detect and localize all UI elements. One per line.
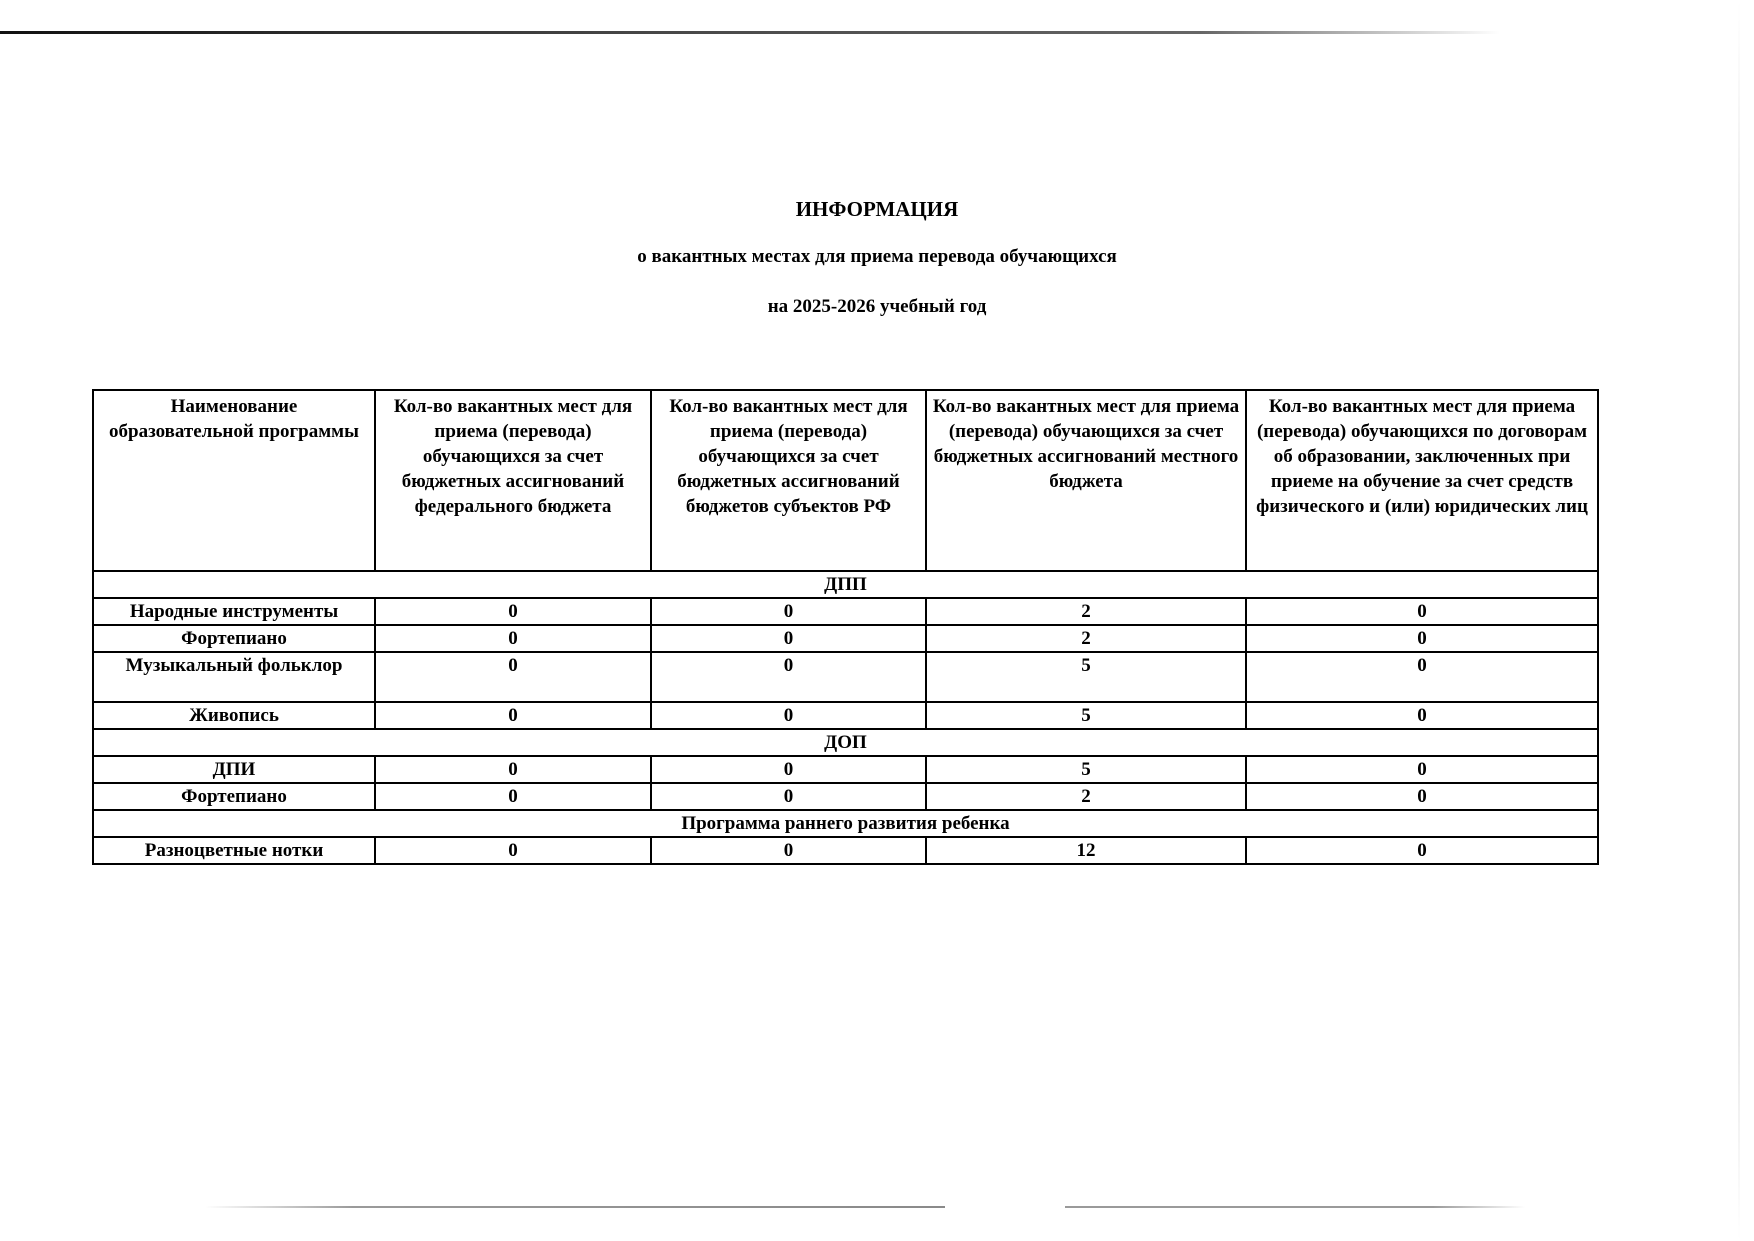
scan-edge-top (0, 31, 1500, 34)
contract-value: 0 (1246, 783, 1598, 810)
federal-value: 0 (375, 783, 651, 810)
local-value: 5 (926, 702, 1246, 729)
subject-value: 0 (651, 702, 926, 729)
section-title: ДПП (93, 571, 1598, 598)
table-header-row (93, 390, 1598, 571)
header-contract: Кол-во вакантных мест для приема (перевода) обучающихся по договорам об образовании, заключенных при приеме на обучение за счет средств физического и (или) юридических лиц (1246, 390, 1598, 571)
program-name: ДПИ (93, 756, 375, 783)
section-title: ДОП (93, 729, 1598, 756)
table-row (93, 598, 1598, 625)
local-value: 5 (926, 652, 1246, 702)
program-name: Живопись (93, 702, 375, 729)
scan-edge-bottom (205, 1206, 945, 1208)
local-value: 2 (926, 625, 1246, 652)
subject-value: 0 (651, 783, 926, 810)
subject-value: 0 (651, 598, 926, 625)
header-subject-budget: Кол-во вакантных мест для приема (перевода) обучающихся за счет бюджетных ассигнований бюджетов субъектов РФ (651, 390, 926, 571)
contract-value: 0 (1246, 652, 1598, 702)
subject-value: 0 (651, 837, 926, 864)
local-value: 5 (926, 756, 1246, 783)
program-name: Народные инструменты (93, 598, 375, 625)
local-value: 12 (926, 837, 1246, 864)
contract-value: 0 (1246, 702, 1598, 729)
local-value: 2 (926, 598, 1246, 625)
subject-value: 0 (651, 625, 926, 652)
table-row (93, 625, 1598, 652)
subject-value: 0 (651, 652, 926, 702)
local-value: 2 (926, 783, 1246, 810)
vacancies-table (92, 389, 1599, 865)
program-name: Разноцветные нотки (93, 837, 375, 864)
federal-value: 0 (375, 702, 651, 729)
federal-value: 0 (375, 837, 651, 864)
program-name: Фортепиано (93, 625, 375, 652)
section-title: Программа раннего развития ребенка (93, 810, 1598, 837)
federal-value: 0 (375, 598, 651, 625)
section-row (93, 729, 1598, 756)
contract-value: 0 (1246, 598, 1598, 625)
program-name: Музыкальный фольклор (93, 652, 375, 702)
table-row (93, 783, 1598, 810)
section-row (93, 810, 1598, 837)
table-row (93, 702, 1598, 729)
scan-edge-right (1738, 0, 1740, 1241)
table-row (93, 756, 1598, 783)
program-name: Фортепиано (93, 783, 375, 810)
subject-value: 0 (651, 756, 926, 783)
table-row (93, 652, 1598, 702)
federal-value: 0 (375, 625, 651, 652)
document-period: на 2025-2026 учебный год (767, 296, 987, 317)
federal-value: 0 (375, 652, 651, 702)
scan-edge-bottom (1065, 1206, 1525, 1208)
document-title: ИНФОРМАЦИЯ (795, 197, 959, 221)
contract-value: 0 (1246, 756, 1598, 783)
contract-value: 0 (1246, 625, 1598, 652)
contract-value: 0 (1246, 837, 1598, 864)
table-row (93, 837, 1598, 864)
federal-value: 0 (375, 756, 651, 783)
header-local-budget: Кол-во вакантных мест для приема (перевода) обучающихся за счет бюджетных ассигнований местного бюджета (926, 390, 1246, 571)
section-row (93, 571, 1598, 598)
header-program-name: Наименование образовательной программы (93, 390, 375, 571)
header-federal-budget: Кол-во вакантных мест для приема (перевода) обучающихся за счет бюджетных ассигнований федерального бюджета (375, 390, 651, 571)
document-subtitle: о вакантных местах для приема перевода обучающихся (637, 246, 1117, 267)
